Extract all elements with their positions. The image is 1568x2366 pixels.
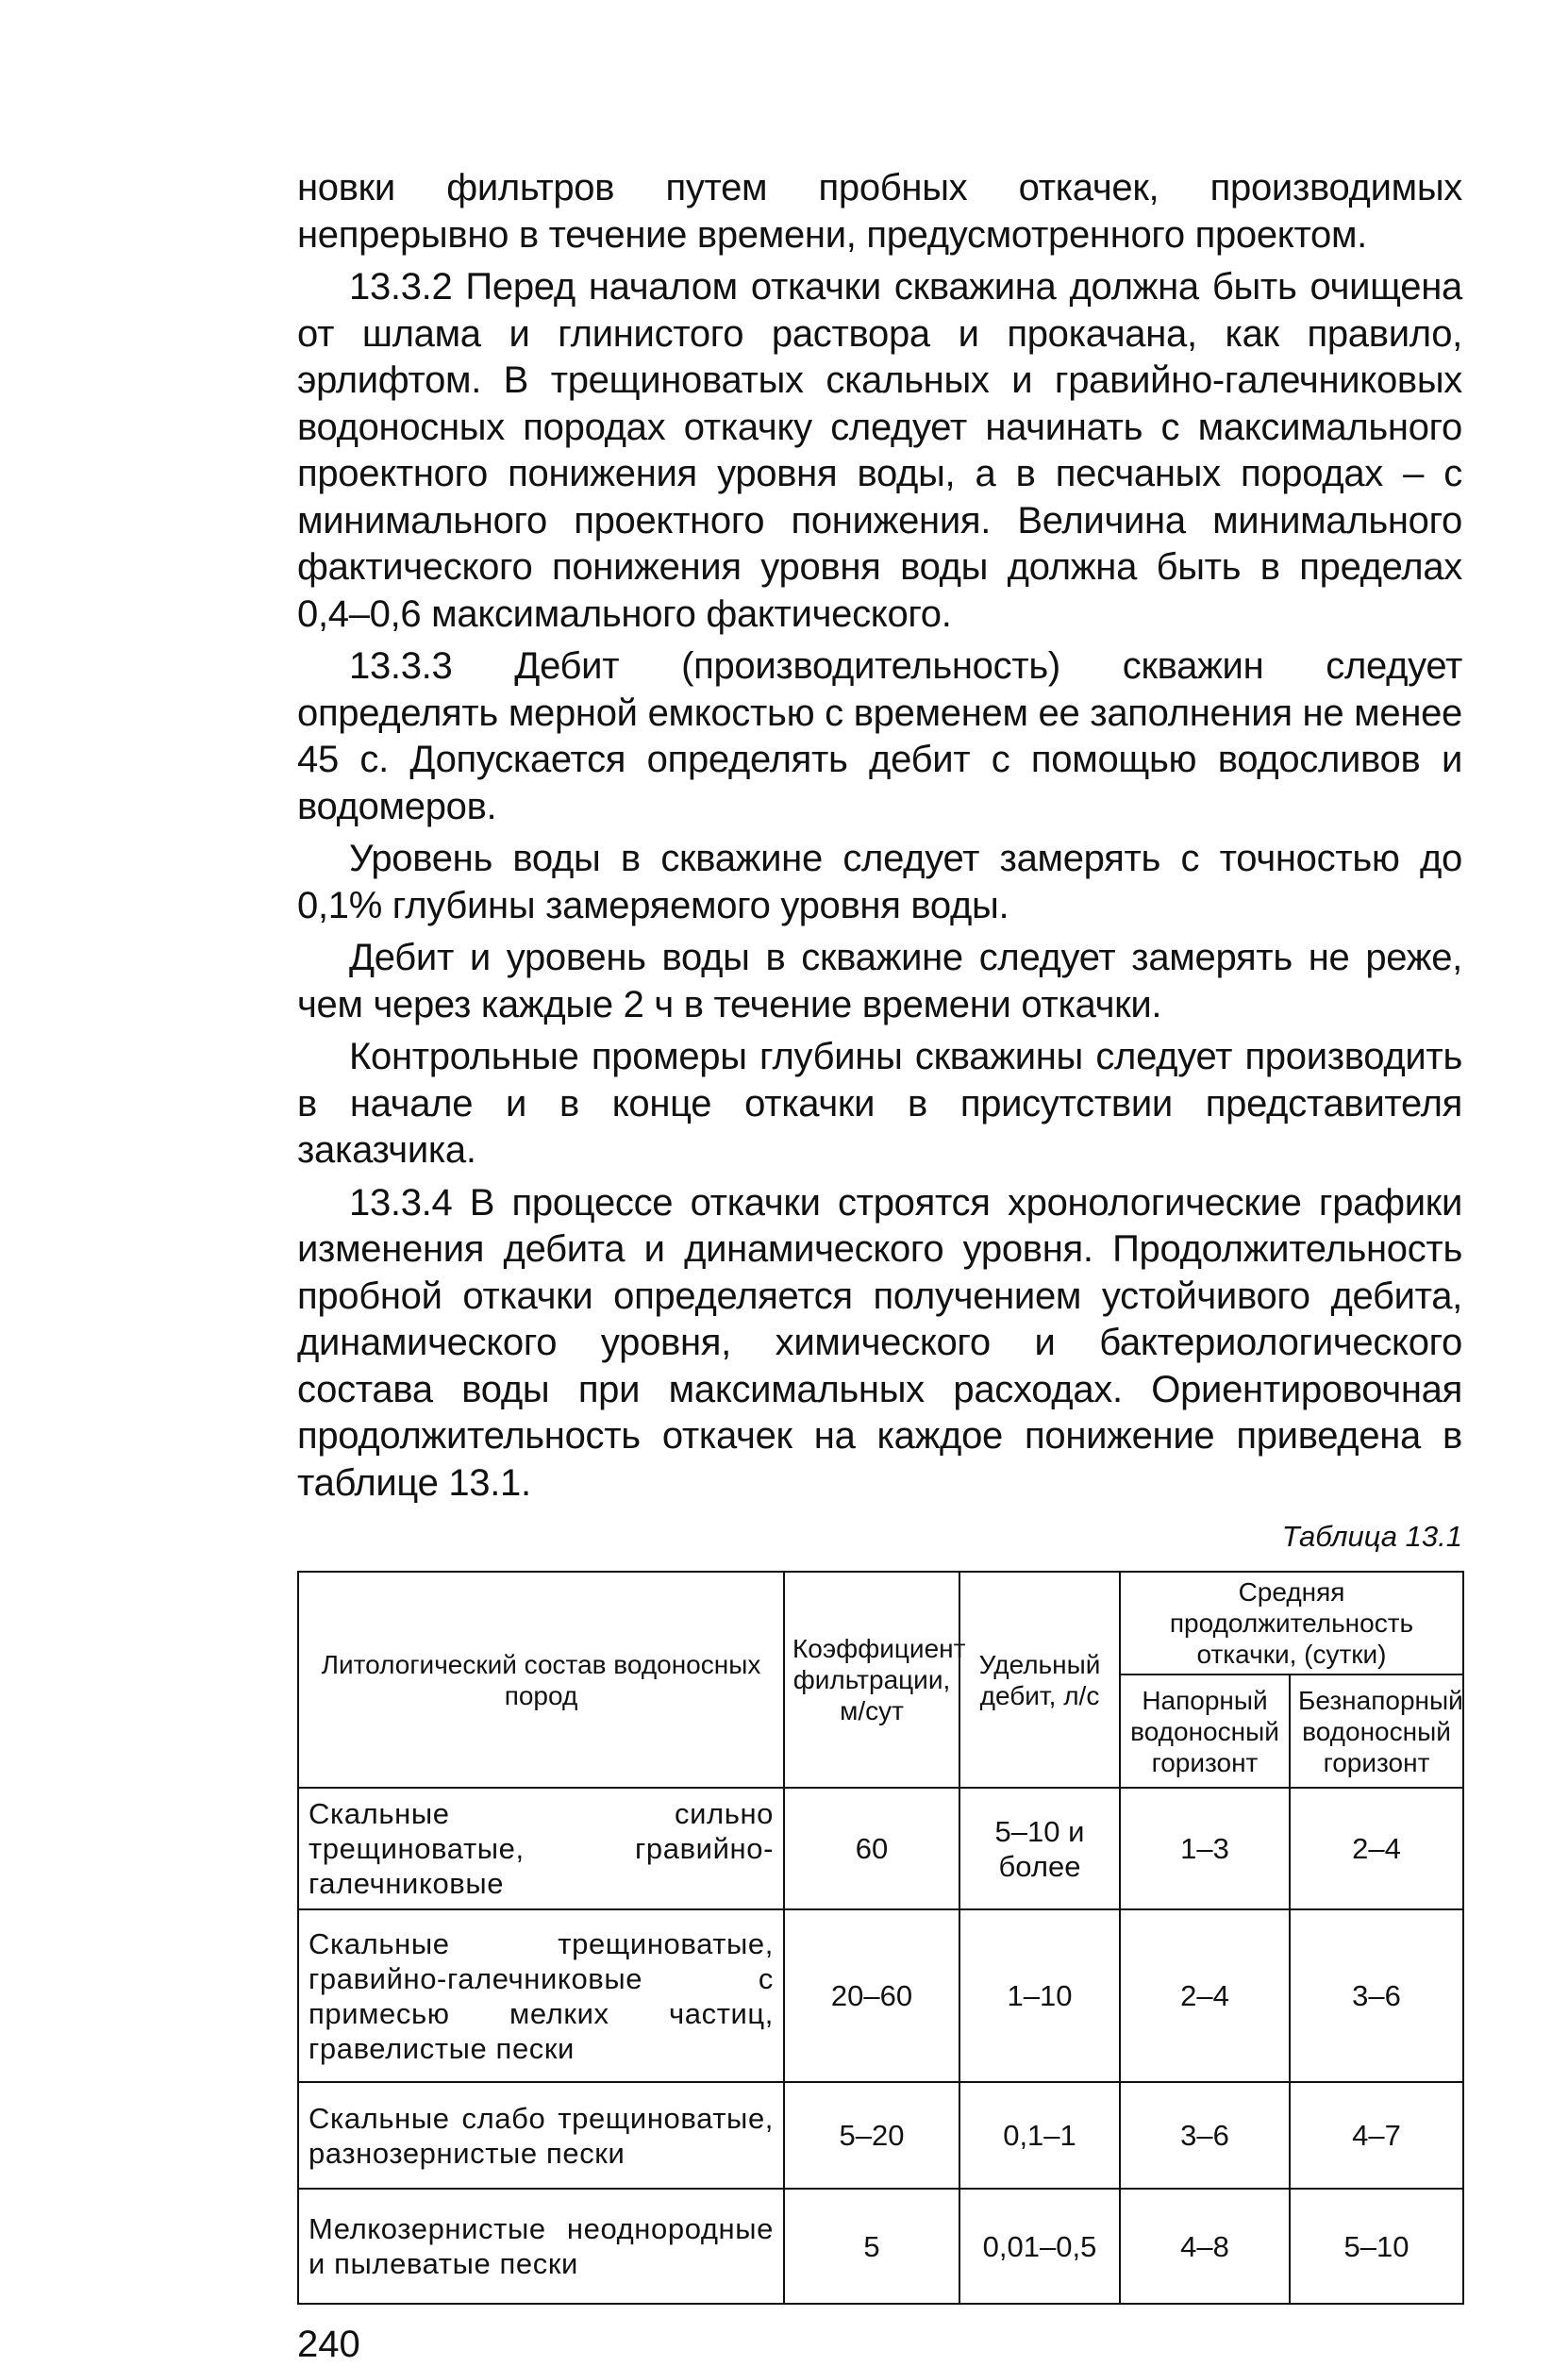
cell-nonpressure: 4–7 <box>1290 2082 1463 2189</box>
table-header-row <box>298 1572 1463 1675</box>
cell-lithology: Скальные трещиноватые, гравийно-галечниковые с примесью мелких частиц, гравелистые пески <box>298 1909 784 2082</box>
cell-pressure: 2–4 <box>1120 1909 1290 2082</box>
table-row <box>298 1788 1463 1909</box>
cell-specific-yield: 0,1–1 <box>959 2082 1120 2189</box>
header-lithology: Литологический состав водоносных пород <box>298 1572 784 1788</box>
paragraph: 13.3.2 Перед началом откачки скважина должна быть очищена от шлама и глинистого раствора и прокачана, как правило, эрлифтом. В трещиноватых скальных и гравийно-галечниковых водоносных породах откачку следует начинать с максимального проектного понижения уровня воды, а в песчаных породах – с минимального проектного понижения. Величина минимального фактического понижения уровня воды должна быть в пределах 0,4–0,6 максимального фактического. <box>297 266 1462 635</box>
cell-filtration: 20–60 <box>784 1909 959 2082</box>
cell-lithology: Мелкозернистые неоднородные и пылеватые пески <box>298 2189 784 2304</box>
paragraph: 13.3.4 В процессе откачки строятся хронологические графики изменения дебита и динамического уровня. Продолжительность пробной откачки определяется получением устойчивого дебита, динамического уровня, химического и бактериологического состава воды при максимальных расходах. Ориентировочная продолжительность откачек на каждое понижение приведена в таблице 13.1. <box>297 1181 1462 1504</box>
cell-nonpressure: 2–4 <box>1290 1788 1463 1909</box>
cell-specific-yield: 1–10 <box>959 1909 1120 2082</box>
paragraph: Уровень воды в скважине следует замерять с точностью до 0,1% глубины замеряемого уровня воды. <box>297 838 1462 926</box>
cell-pressure: 3–6 <box>1120 2082 1290 2189</box>
header-filtration: Коэффициент фильтрации, м/сут <box>784 1572 959 1788</box>
cell-specific-yield: 0,01–0,5 <box>959 2189 1120 2304</box>
cell-pressure: 1–3 <box>1120 1788 1290 1909</box>
paragraph: Контрольные промеры глубины скважины следует производить в начале и в конце откачки в присутствии представителя заказчика. <box>297 1036 1462 1171</box>
page-number: 240 <box>297 2324 360 2365</box>
header-duration-group: Средняя продолжительность откачки, (сутки) <box>1120 1572 1463 1675</box>
data-table <box>297 1571 1464 2305</box>
cell-filtration: 5–20 <box>784 2082 959 2189</box>
header-specific-yield: Удельный дебит, л/с <box>959 1572 1120 1788</box>
page-content <box>297 165 1462 2366</box>
cell-specific-yield: 5–10 и более <box>959 1788 1120 1909</box>
header-pressure: Напорный водоносный горизонт <box>1120 1675 1290 1788</box>
cell-pressure: 4–8 <box>1120 2189 1290 2304</box>
cell-filtration: 5 <box>784 2189 959 2304</box>
cell-filtration: 60 <box>784 1788 959 1909</box>
table-row <box>298 2082 1463 2189</box>
table-caption: Таблица 13.1 <box>1281 1520 1462 1553</box>
paragraph: Дебит и уровень воды в скважине следует замерять не реже, чем через каждые 2 ч в течение времени откачки. <box>297 937 1462 1025</box>
cell-nonpressure: 3–6 <box>1290 1909 1463 2082</box>
cell-nonpressure: 5–10 <box>1290 2189 1463 2304</box>
paragraph: 13.3.3 Дебит (производительность) скважин следует определять мерной емкостью с временем ее заполнения не менее 45 с. Допускается определять дебит с помощью водосливов и водомеров. <box>297 645 1462 827</box>
header-nonpressure: Безнапорный водоносный горизонт <box>1290 1675 1463 1788</box>
cell-lithology: Скальные слабо трещиноватые, разнозернистые пески <box>298 2082 784 2189</box>
paragraph: новки фильтров путем пробных откачек, производимых непрерывно в течение времени, предусмотренного проектом. <box>297 167 1462 256</box>
table-row <box>298 1909 1463 2082</box>
table-row <box>298 2189 1463 2304</box>
cell-lithology: Скальные сильно трещиноватые, гравийно-галечниковые <box>298 1788 784 1909</box>
